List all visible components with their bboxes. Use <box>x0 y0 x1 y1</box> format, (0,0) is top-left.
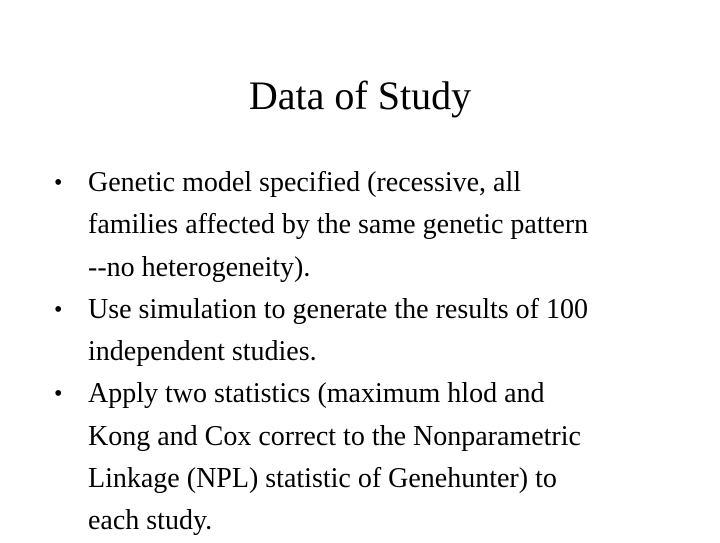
bullet-text-line: Kong and Cox correct to the Nonparametric <box>88 420 581 452</box>
bullet-item-simulation <box>54 289 684 374</box>
bullet-text-line: each study. <box>88 505 213 537</box>
bullet-text-line: Linkage (NPL) statistic of Genehunter) to <box>88 463 557 495</box>
bullet-text-line: families affected by the same genetic pattern <box>88 209 589 241</box>
slide-title: Data of Study <box>248 73 472 118</box>
bullet-text-line: independent studies. <box>88 336 317 368</box>
bullet-item-genetic-model <box>54 162 684 289</box>
bullet-icon: • <box>54 296 63 323</box>
bullet-list <box>54 162 684 543</box>
bullet-icon: • <box>54 381 63 408</box>
bullet-text-line: Apply two statistics (maximum hlod and <box>88 378 545 410</box>
bullet-icon: • <box>54 170 63 196</box>
bullet-text-line: --no heterogeneity). <box>88 251 311 283</box>
bullet-text-line: Use simulation to generate the results of 100 <box>88 293 588 325</box>
bullet-text-line: Genetic model specified (recessive, all <box>88 167 522 198</box>
bullet-item-statistics <box>54 373 684 542</box>
